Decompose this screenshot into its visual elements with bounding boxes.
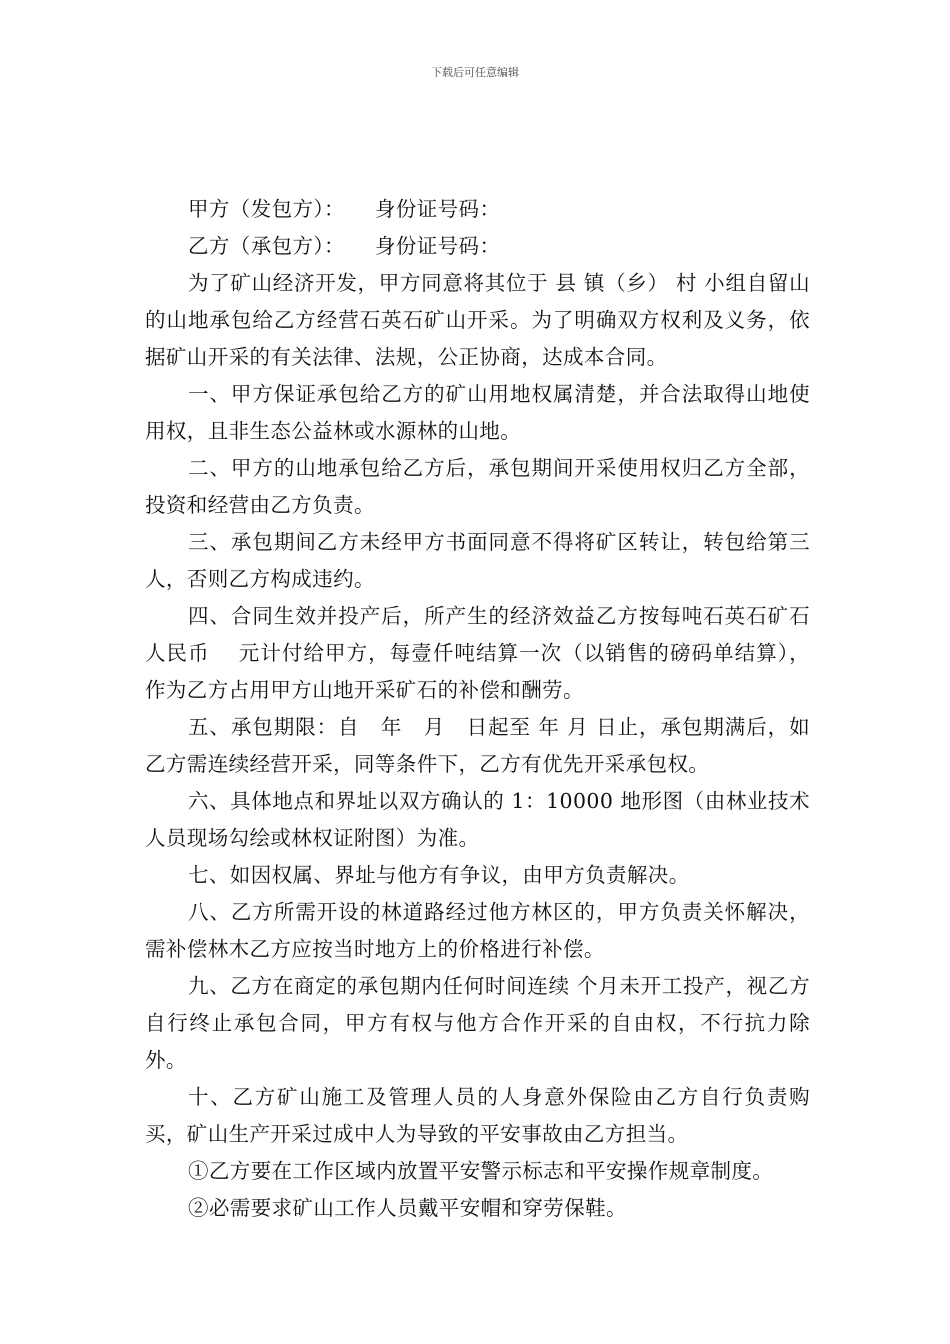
clause-1: 一、甲方保证承包给乙方的矿山用地权属清楚，并合法取得山地使用权，且非生态公益林或水源林的山地。 <box>145 382 810 443</box>
paragraph-intro: 为了矿山经济开发，甲方同意将其位于 县 镇（乡） 村 小组自留山的山地承包给乙方经营石英石矿山开采。为了明确双方权利及义务，依据矿山开采的有关法律、法规，公正协商，达成本合同。 <box>145 271 810 369</box>
party-a-line <box>145 191 810 228</box>
party-b-id-label: 身份证号码： <box>374 234 501 258</box>
clause-9: 九、乙方在商定的承包期内任何时间连续 个月未开工投产，视乙方自行终止承包合同，甲方有权与他方合作开采的自由权，不行抗力除外。 <box>145 974 810 1072</box>
clause-8: 八、乙方所需开设的林道路经过他方林区的，甲方负责关怀解决，需补偿林木乙方应按当时地方上的价格进行补偿。 <box>145 900 810 961</box>
clause-6: 六、具体地点和界址以双方确认的 1：10000 地形图（由林业技术人员现场勾绘或林权证附图）为准。 <box>145 789 810 850</box>
clause-10-item-1: ①乙方要在工作区域内放置平安警示标志和平安操作规章制度。 <box>188 1159 774 1183</box>
clause-4: 四、合同生效并投产后，所产生的经济效益乙方按每吨石英石矿石人民币 元计付给甲方，每壹仟吨结算一次（以销售的磅码单结算），作为乙方占用甲方山地开采矿石的补偿和酬劳。 <box>145 604 810 702</box>
contract-body <box>145 191 810 1227</box>
clause-5: 五、承包期限：自 年 月 日起至 年 月 日止，承包期满后，如乙方需连续经营开采，同等条件下，乙方有优先开采承包权。 <box>145 715 810 776</box>
party-b-label: 乙方（承包方）： <box>188 234 345 258</box>
clause-2: 二、甲方的山地承包给乙方后，承包期间开采使用权归乙方全部，投资和经营由乙方负责。 <box>145 456 810 517</box>
party-a-label: 甲方（发包方）： <box>188 197 345 221</box>
clause-10: 十、乙方矿山施工及管理人员的人身意外保险由乙方自行负责购买，矿山生产开采过成中人为导致的平安事故由乙方担当。 <box>145 1085 810 1146</box>
clause-10-item-2: ②必需要求矿山工作人员戴平安帽和穿劳保鞋。 <box>188 1196 627 1220</box>
party-b-line <box>145 228 810 265</box>
page-header-note: 下载后可任意编辑 <box>431 66 519 79</box>
clause-7: 七、如因权属、界址与他方有争议，由甲方负责解决。 <box>188 863 690 887</box>
clause-3: 三、承包期间乙方未经甲方书面同意不得将矿区转让，转包给第三人，否则乙方构成违约。 <box>145 530 810 591</box>
party-a-id-label: 身份证号码： <box>374 197 501 221</box>
